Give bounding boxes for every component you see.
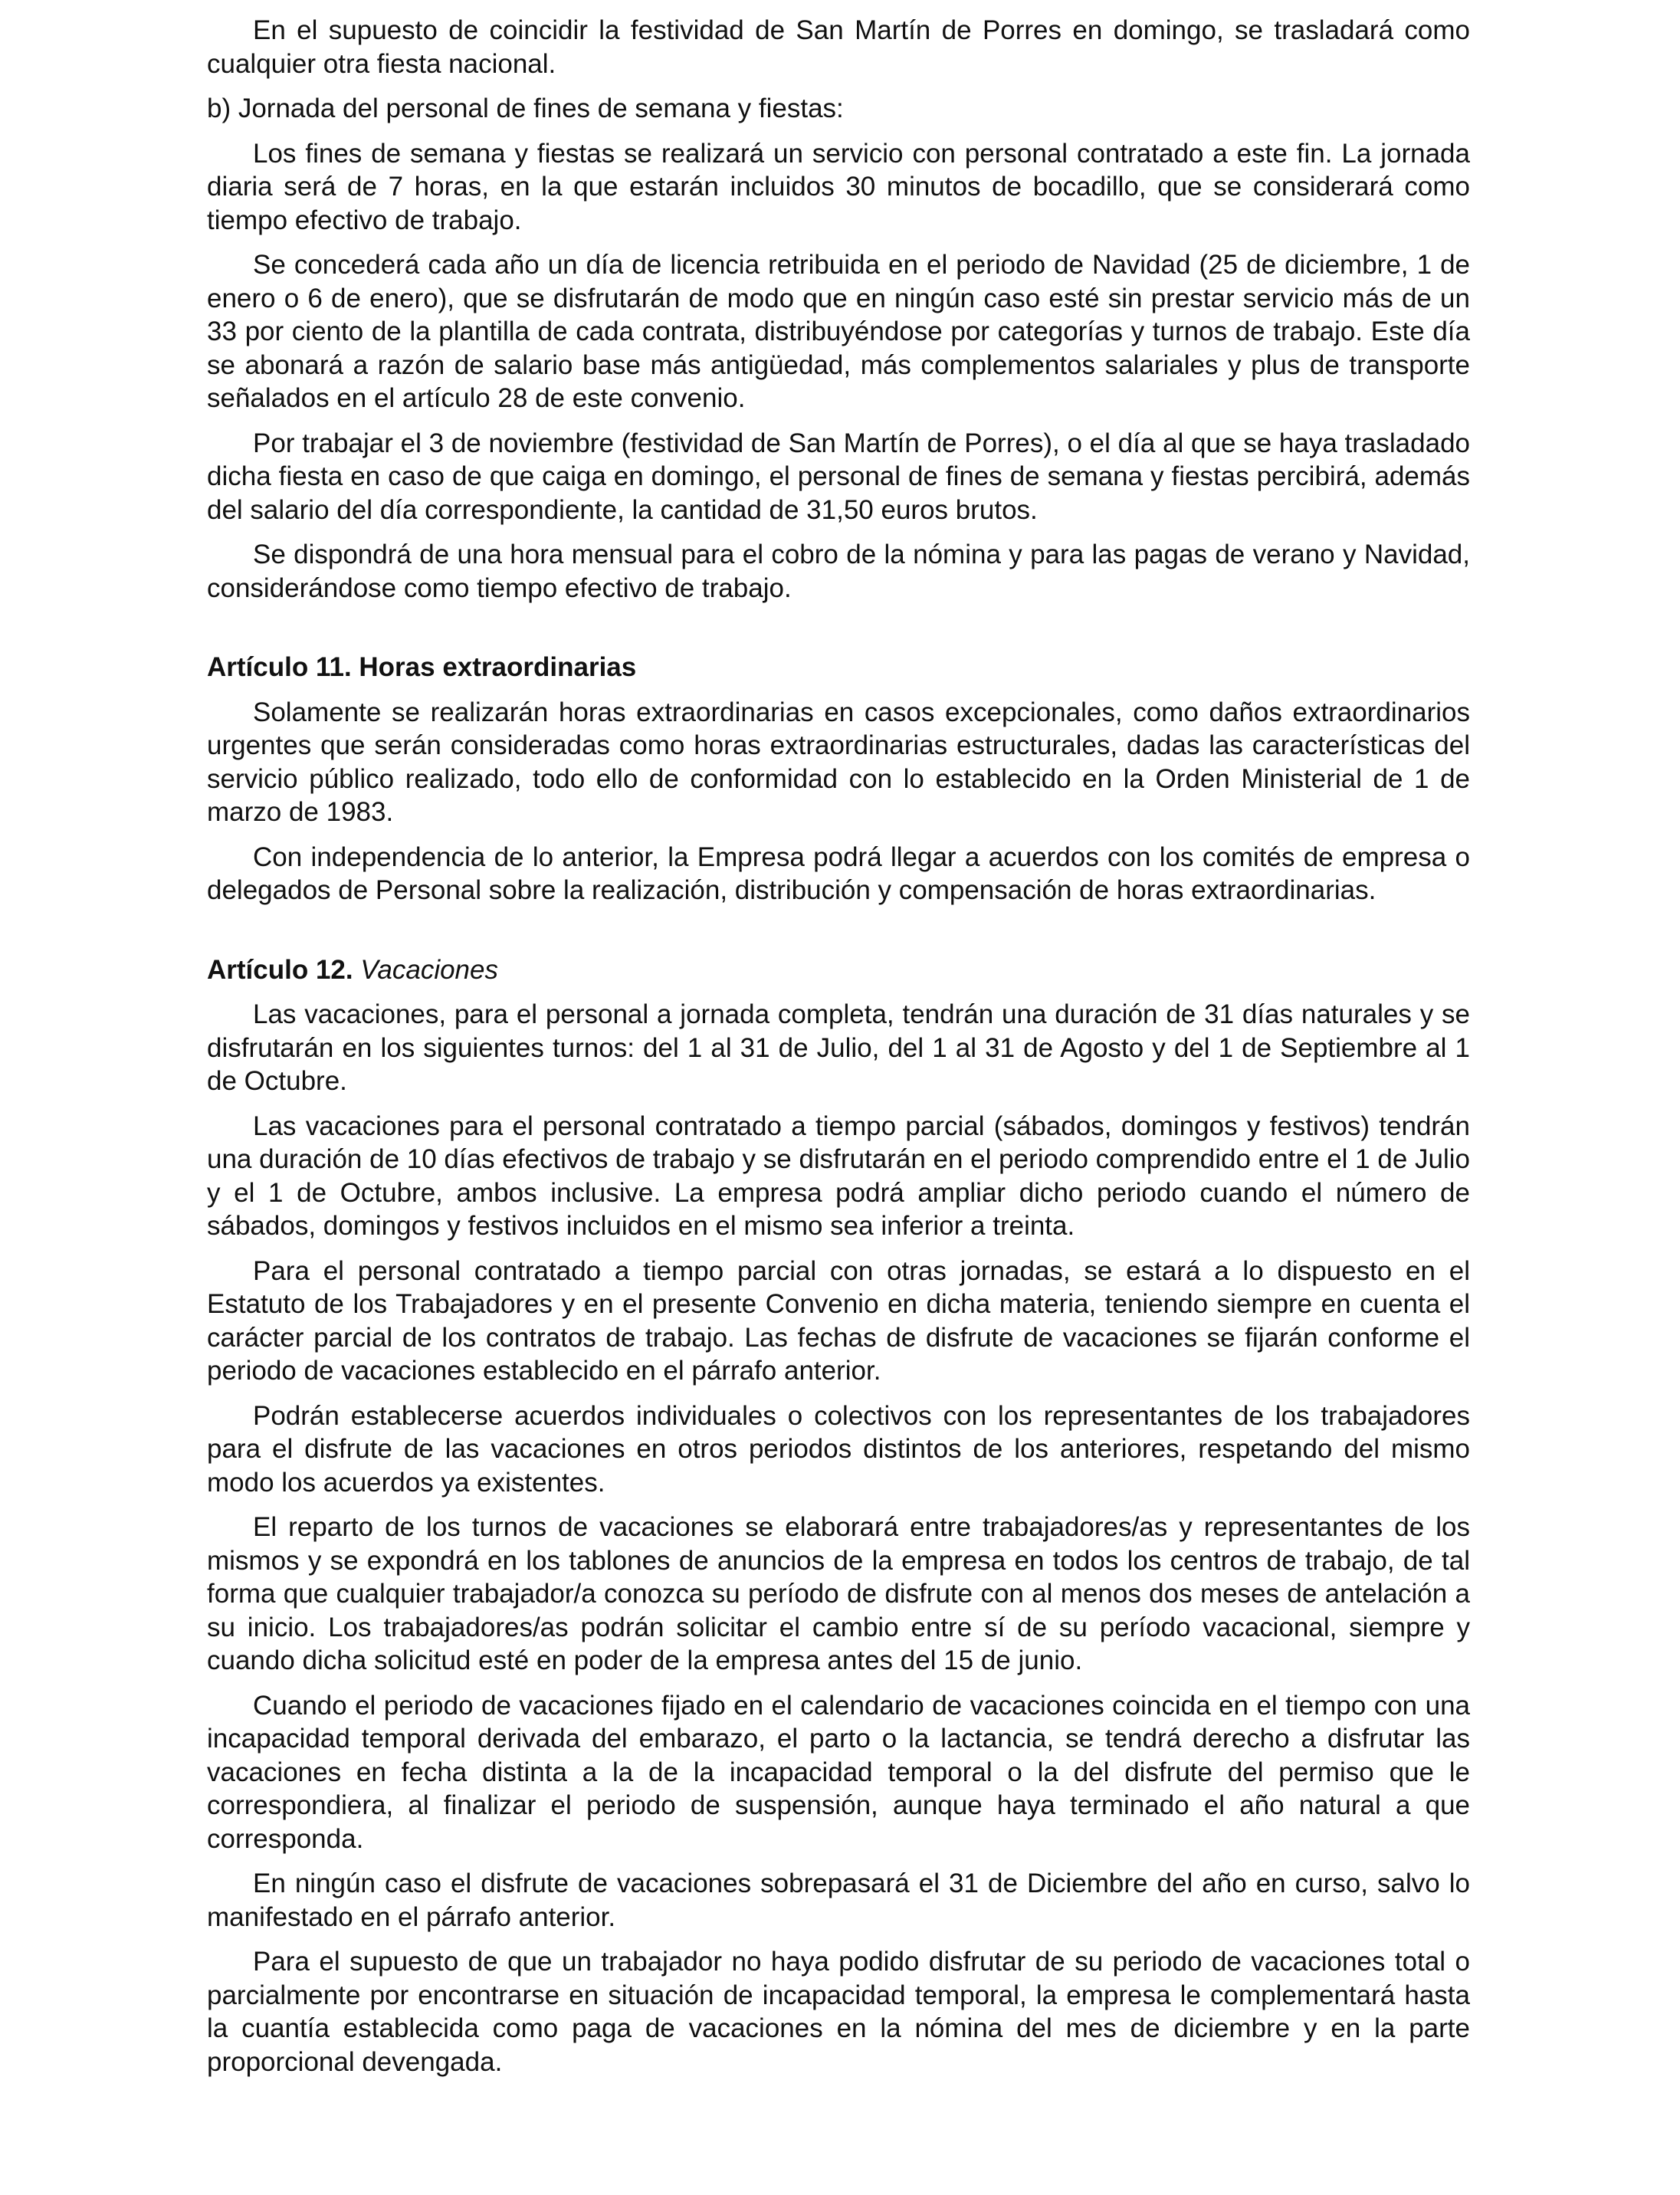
intro-paragraph-2: b) Jornada del personal de fines de semana y fiestas:	[207, 94, 844, 123]
article-12-paragraph-7: En ningún caso el disfrute de vacaciones sobrepasará el 31 de Diciembre del año en curso, salvo lo manifestado en el párrafo anterior.	[207, 1869, 1470, 1932]
intro-paragraph-6: Se dispondrá de una hora mensual para el cobro de la nómina y para las pagas de verano y Navidad, considerándose como tiempo efectivo de trabajo.	[207, 540, 1470, 603]
article-12-paragraph-1: Las vacaciones, para el personal a jornada completa, tendrán una duración de 31 días naturales y se disfrutarán en los siguientes turnos: del 1 al 31 de Julio, del 1 al 31 de Agosto y del 1 de Septiembre al 1 de Octubre.	[207, 999, 1470, 1096]
article-12-paragraph-5: El reparto de los turnos de vacaciones se elaborará entre trabajadores/as y representantes de los mismos y se expondrá en los tablones de anuncios de la empresa en todos los centros de trabajo, de tal forma que cualquier trabajador/a conozca su período de disfrute con al menos dos meses de antelación a su inicio. Los trabajadores/as podrán solicitar el cambio entre sí de su período vacacional, siempre y cuando dicha solicitud esté en poder de la empresa antes del 15 de junio.	[207, 1512, 1470, 1675]
article-12-title: Vacaciones	[360, 954, 498, 985]
intro-paragraph-5: Por trabajar el 3 de noviembre (festividad de San Martín de Porres), o el día al que se haya trasladado dicha fiesta en caso de que caiga en domingo, el personal de fines de semana y fiestas percibirá, además del salario del día correspondiente, la cantidad de 31,50 euros brutos.	[207, 428, 1470, 525]
intro-paragraph-1: En el supuesto de coincidir la festividad de San Martín de Porres en domingo, se trasladará como cualquier otra fiesta nacional.	[207, 15, 1470, 79]
article-11-heading: Artículo 11. Horas extraordinarias	[207, 652, 637, 682]
document-page	[207, 14, 1470, 2079]
article-12-heading	[207, 953, 1470, 987]
article-12-paragraph-2: Las vacaciones para el personal contratado a tiempo parcial (sábados, domingos y festivos) tendrán una duración de 10 días efectivos de trabajo y se disfrutarán en el periodo comprendido entre el 1 de Julio y el 1 de Octubre, ambos inclusive. La empresa podrá ampliar dicho periodo cuando el número de sábados, domingos y festivos incluidos en el mismo sea inferior a treinta.	[207, 1111, 1470, 1241]
article-12-paragraph-3: Para el personal contratado a tiempo parcial con otras jornadas, se estará a lo dispuesto en el Estatuto de los Trabajadores y en el presente Convenio en dicha materia, teniendo siempre en cuenta el carácter parcial de los contratos de trabajo. Las fechas de disfrute de vacaciones se fijarán conforme el periodo de vacaciones establecido en el párrafo anterior.	[207, 1255, 1470, 1386]
article-12-paragraph-8: Para el supuesto de que un trabajador no haya podido disfrutar de su periodo de vacaciones total o parcialmente por encontrarse en situación de incapacidad temporal, la empresa le complementará hasta la cuantía establecida como paga de vacaciones en la nómina del mes de diciembre y en la parte proporcional devengada.	[207, 1947, 1470, 2077]
article-12-number: Artículo 12.	[207, 954, 353, 985]
article-12-paragraph-4: Podrán establecerse acuerdos individuales o colectivos con los representantes de los trabajadores para el disfrute de las vacaciones en otros periodos distintos de los anteriores, respetando del mismo modo los acuerdos ya existentes.	[207, 1400, 1470, 1498]
article-12-paragraph-6: Cuando el periodo de vacaciones fijado en el calendario de vacaciones coincida en el tiempo con una incapacidad temporal derivada del embarazo, el parto o la lactancia, se tendrá derecho a disfrutar las vacaciones en fecha distinta a la de la incapacidad temporal o la del disfrute del permiso que le correspondiera, al finalizar el periodo de suspensión, aunque haya terminado el año natural a que corresponda.	[207, 1690, 1470, 1854]
article-11-paragraph-1: Solamente se realizarán horas extraordinarias en casos excepcionales, como daños extraordinarios urgentes que serán consideradas como horas extraordinarias estructurales, dadas las características del servicio público realizado, todo ello de conformidad con lo establecido en la Orden Ministerial de 1 de marzo de 1983.	[207, 697, 1470, 827]
article-11-paragraph-2: Con independencia de lo anterior, la Empresa podrá llegar a acuerdos con los comités de empresa o delegados de Personal sobre la realización, distribución y compensación de horas extraordinarias.	[207, 842, 1470, 905]
intro-paragraph-3: Los fines de semana y fiestas se realizará un servicio con personal contratado a este fin. La jornada diaria será de 7 horas, en la que estarán incluidos 30 minutos de bocadillo, que se considerará como tiempo efectivo de trabajo.	[207, 138, 1470, 235]
intro-paragraph-4: Se concederá cada año un día de licencia retribuida en el periodo de Navidad (25 de diciembre, 1 de enero o 6 de enero), que se disfrutarán de modo que en ningún caso esté sin prestar servicio más de un 33 por ciento de la plantilla de cada contrata, distribuyéndose por categorías y turnos de trabajo. Este día se abonará a razón de salario base más antigüedad, más complementos salariales y plus de transporte señalados en el artículo 28 de este convenio.	[207, 250, 1470, 413]
